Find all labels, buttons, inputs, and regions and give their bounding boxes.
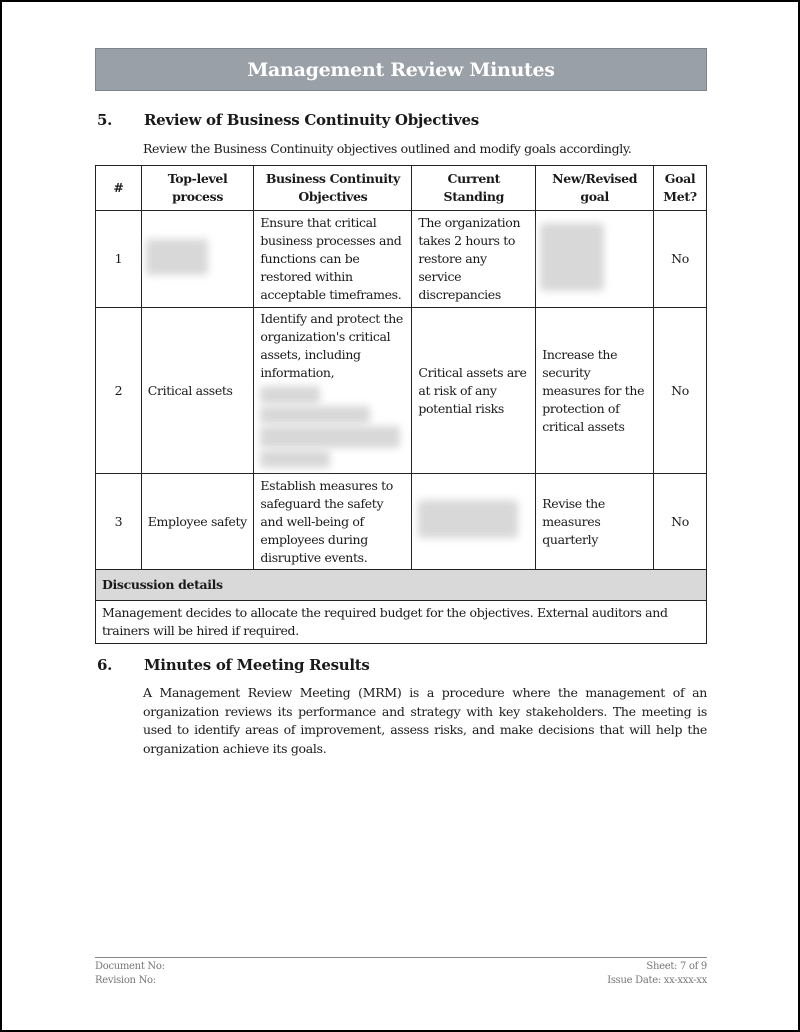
table-header-row <box>96 166 707 211</box>
objective-cell <box>254 308 412 474</box>
discussion-text: Management decides to allocate the required budget for the objectives. External auditors and trainers will be hired if required. <box>96 601 707 644</box>
redacted-standing <box>412 474 536 570</box>
discussion-body-row <box>96 601 707 644</box>
redacted-goal <box>536 211 654 308</box>
table-row <box>96 474 707 570</box>
section-title: Review of Business Continuity Objectives <box>144 111 479 129</box>
row-number: 1 <box>96 211 142 308</box>
row-number: 3 <box>96 474 142 570</box>
issue-date: Issue Date: xx-xxx-xx <box>607 975 707 986</box>
standing-cell: Critical assets are at risk of any potential risks <box>412 308 536 474</box>
redacted-objective <box>260 386 405 468</box>
section-title: Minutes of Meeting Results <box>144 656 370 674</box>
process-cell: Critical assets <box>141 308 254 474</box>
revision-number-label: Revision No: <box>95 975 156 986</box>
goal-cell: Revise the measures quarterly <box>536 474 654 570</box>
goal-cell: Increase the security measures for the protection of critical assets <box>536 308 654 474</box>
discussion-label: Discussion details <box>96 570 707 601</box>
table-row <box>96 211 707 308</box>
column-header: Current Standing <box>412 166 536 211</box>
objective-text: Identify and protect the organization's critical assets, including information, <box>260 311 403 380</box>
redacted-process <box>141 211 254 308</box>
document-title-bar <box>95 48 707 91</box>
section-6-heading <box>97 656 370 674</box>
goal-met-cell: No <box>654 308 707 474</box>
table-row <box>96 308 707 474</box>
section-number: 5. <box>97 111 113 129</box>
goal-met-cell: No <box>654 211 707 308</box>
objective-cell: Ensure that critical business processes and functions can be restored within acceptable timeframes. <box>254 211 412 308</box>
standing-cell: The organization takes 2 hours to restore any service discrepancies <box>412 211 536 308</box>
sheet-number: Sheet: 7 of 9 <box>646 961 707 972</box>
document-number-label: Document No: <box>95 961 165 972</box>
column-header: Top-level process <box>141 166 254 211</box>
discussion-header-row <box>96 570 707 601</box>
objectives-table <box>95 165 707 644</box>
process-cell: Employee safety <box>141 474 254 570</box>
row-number: 2 <box>96 308 142 474</box>
section-6-paragraph: A Management Review Meeting (MRM) is a procedure where the management of an organization reviews its performance and strategy with key stakeholders. The meeting is used to identify areas of improvement, assess risks, and make decisions that will help the organization achieve its goals. <box>143 685 707 756</box>
section-number: 6. <box>97 656 113 674</box>
column-header: New/Revised goal <box>536 166 654 211</box>
column-header: Goal Met? <box>654 166 707 211</box>
section-5-heading <box>97 111 479 129</box>
page-footer <box>95 957 707 988</box>
column-header: Business Continuity Objectives <box>254 166 412 211</box>
goal-met-cell: No <box>654 474 707 570</box>
document-title: Management Review Minutes <box>247 58 555 81</box>
objective-cell: Establish measures to safeguard the safety and well-being of employees during disruptive events. <box>254 474 412 570</box>
column-header: # <box>96 166 142 211</box>
section-5-intro: Review the Business Continuity objectives outlined and modify goals accordingly. <box>143 141 632 156</box>
